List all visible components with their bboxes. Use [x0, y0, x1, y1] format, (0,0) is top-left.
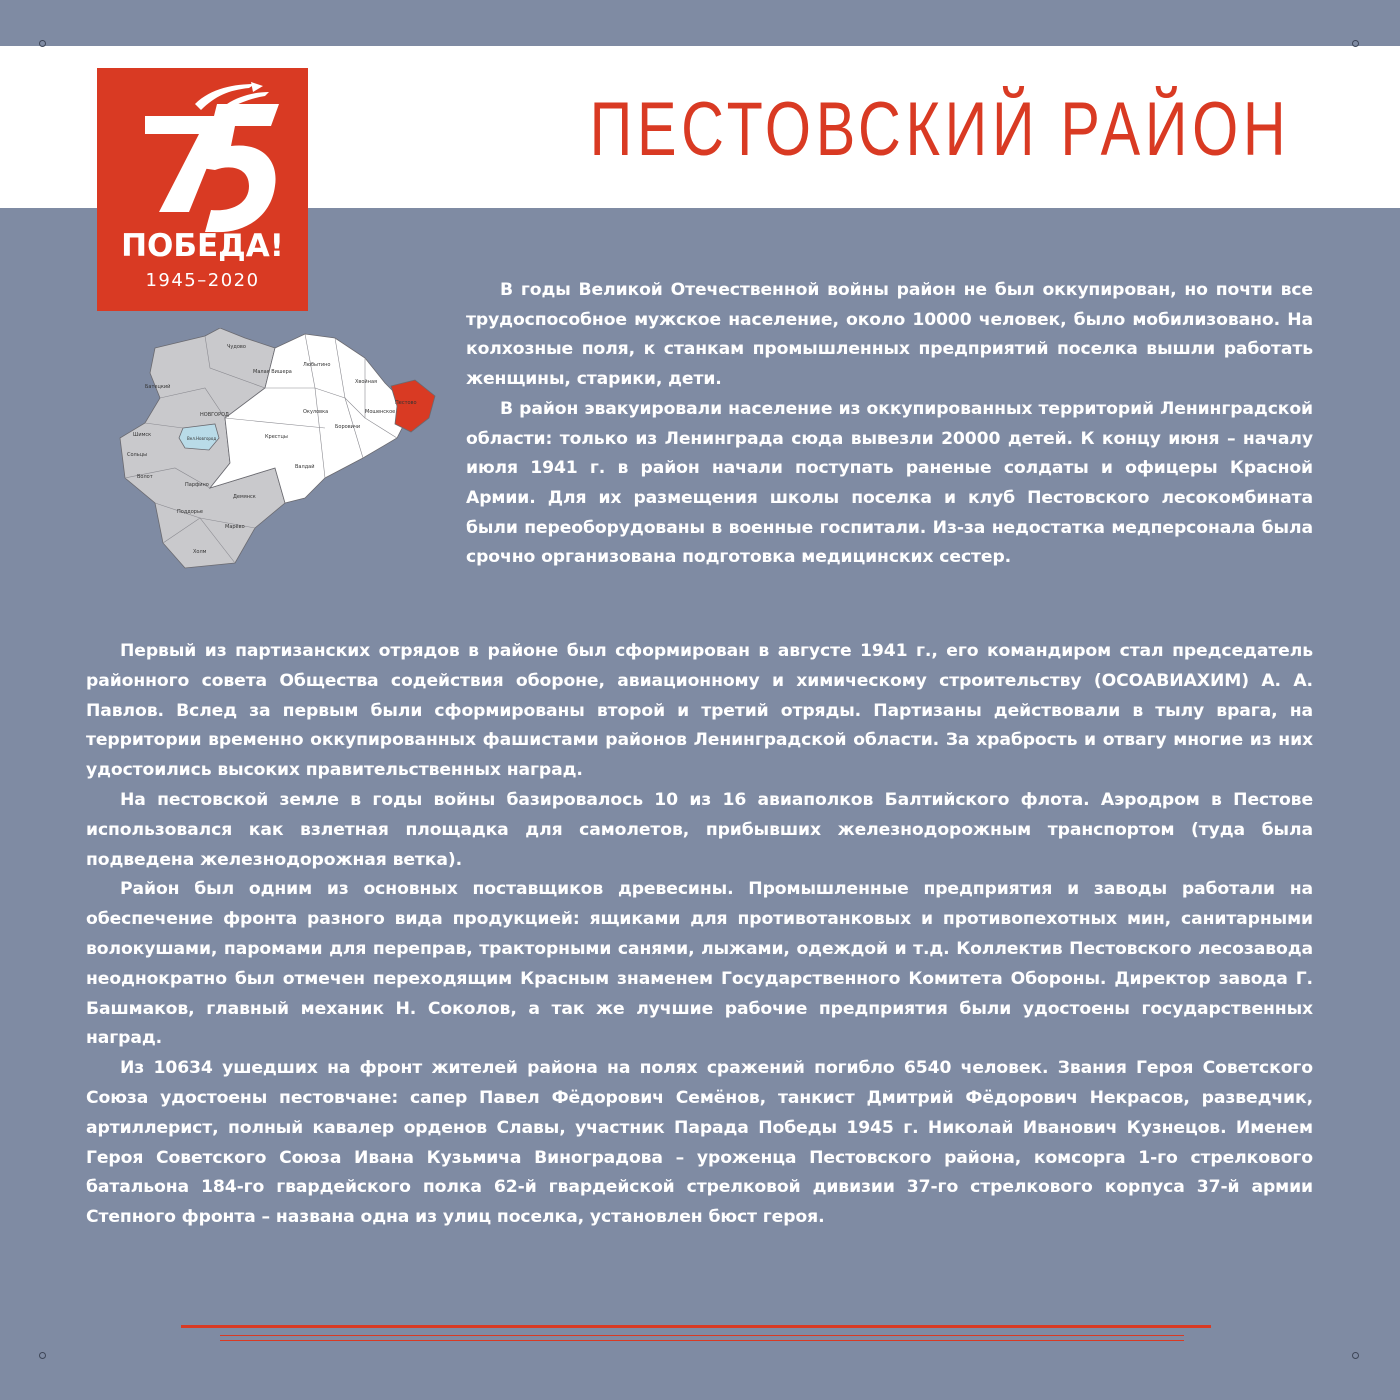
map-label-demyansk: Демянск [233, 494, 256, 500]
map-label-v-novgorod: Вел.Новгород [187, 436, 217, 441]
paragraph: Район был одним из основных поставщиков древесины. Промышленные предприятия и заводы работали на обеспечение фронта разного вида продукцией: ящиками для противотанковых и противопехотных мин, санитарными волокушами, паромами для переправ, тракторными санями, лыжами, одеждой и т.д. Коллектив Пестовского лесозавода неоднократно был отмечен переходящим Красным знаменем Государственного Комитета Обороны. Директор завода Г. Башмаков, главный механик Н. Соколов, а так же лучшие рабочие предприятия были удостоены государственных наград. [86, 879, 1313, 1049]
map-label-krestsy: Крестцы [265, 434, 288, 440]
paragraph: Первый из партизанских отрядов в районе был сформирован в августе 1941 г., его командиром стал председатель районного совета Общества содействия обороне, авиационному и химическому строительству (ОСОАВИАХИМ) А. А. Павлов. Вслед за первым были сформированы второй и третий отряды. Партизаны действовали в тылу врага, на территории временно оккупированных фашистами районов Ленинградской области. За храбрость и отвагу многие из них удостоились высоких правительственных наград. [86, 641, 1313, 781]
map-label-lyubytino: Любытино [303, 362, 331, 368]
map-label-poddorye: Поддорье [177, 509, 203, 515]
victory-75-logo [97, 68, 308, 311]
bottom-rule-thin [220, 1335, 1184, 1336]
corner-screw [1352, 1352, 1359, 1359]
logo-years: 1945–2020 [145, 270, 260, 291]
map-label-okulovka: Окуловка [303, 409, 329, 415]
paragraph: На пестовской земле в годы войны базировалось 10 из 16 авиаполков Балтийского флота. Аэродром в Пестове использовался как взлетная площадка для самолетов, прибывших железнодорожным транспортом (туда была подведена железнодорожная ветка). [86, 789, 1313, 870]
map-label-parfino: Парфино [185, 482, 209, 488]
paragraph: Из 10634 ушедших на фронт жителей района на полях сражений погибло 6540 человек. Звания Героя Советского Союза удостоены пестовчане: сапер Павел Фёдорович Семёнов, танкист Дмитрий Фёдорович Некрасов, разведчик, артиллерист, полный кавалер орденов Славы, участник Парада Победы 1945 г. Николай Иванович Кузнецов. Именем Героя Советского Союза Ивана Кузьмича Виноградова – уроженца Пестовского района, комсорга 1-го стрелкового батальона 184-го гвардейского полка 62-й гвардейской стрелковой дивизии 37-го стрелкового корпуса 37-й армии Степного фронта – названа одна из улиц поселка, установлен бюст героя. [86, 1058, 1313, 1228]
corner-screw [39, 40, 46, 47]
map-label-chudovo: Чудово [227, 344, 246, 350]
number-75-emblem [131, 82, 281, 242]
map-label-valday: Валдай [295, 464, 315, 470]
map-region-pestovo [391, 380, 435, 432]
bottom-rule-thick [181, 1325, 1211, 1328]
map-label-shimsk: Шимск [133, 432, 152, 438]
map-label-khvoynaya: Хвойная [355, 379, 378, 385]
map-label-pestovo: Пестово [395, 400, 417, 406]
map-label-marevo: Марёво [225, 524, 245, 530]
map-label-malaya-vishera: Малая Вишера [253, 369, 292, 375]
map-label-moshenskoe: Мошенское [365, 409, 396, 415]
map-label-novgorod: НОВГОРОД [200, 412, 229, 418]
paragraph: В район эвакуировали население из оккупированных территорий Ленинградской области: только из Ленинграда сюда вывезли 20000 детей. К концу июня – началу июля 1941 г. в район начали поступать раненые солдаты и офицеры Красной Армии. Для их размещения школы поселка и клуб Пестовского лесокомбината были переоборудованы в военные госпитали. Из-за недостатка медперсонала была срочно организована подготовка медицинских сестер. [466, 398, 1313, 568]
main-text-block [86, 637, 1313, 1233]
corner-screw [39, 1352, 46, 1359]
novgorod-region-map [115, 328, 445, 573]
map-label-soltsy: Сольцы [127, 452, 148, 458]
corner-screw [1352, 40, 1359, 47]
paragraph: В годы Великой Отечественной войны район не был оккупирован, но почти все трудоспособное мужское население, около 10000 человек, было мобилизовано. На колхозные поля, к станкам промышленных предприятий поселка вышли работать женщины, старики, дети. [466, 280, 1313, 390]
map-label-volot: Волот [137, 474, 153, 480]
logo-pobeda: ПОБЕДА! [121, 228, 284, 264]
map-label-batetsky: Батецкий [145, 384, 171, 390]
map-label-kholm: Холм [193, 549, 207, 555]
page-title: ПЕСТОВСКИЙ РАЙОН [589, 87, 1290, 172]
bottom-rule-thin [220, 1340, 1184, 1341]
map-label-borovichi: Боровичи [335, 424, 361, 430]
intro-text-block [466, 276, 1313, 573]
